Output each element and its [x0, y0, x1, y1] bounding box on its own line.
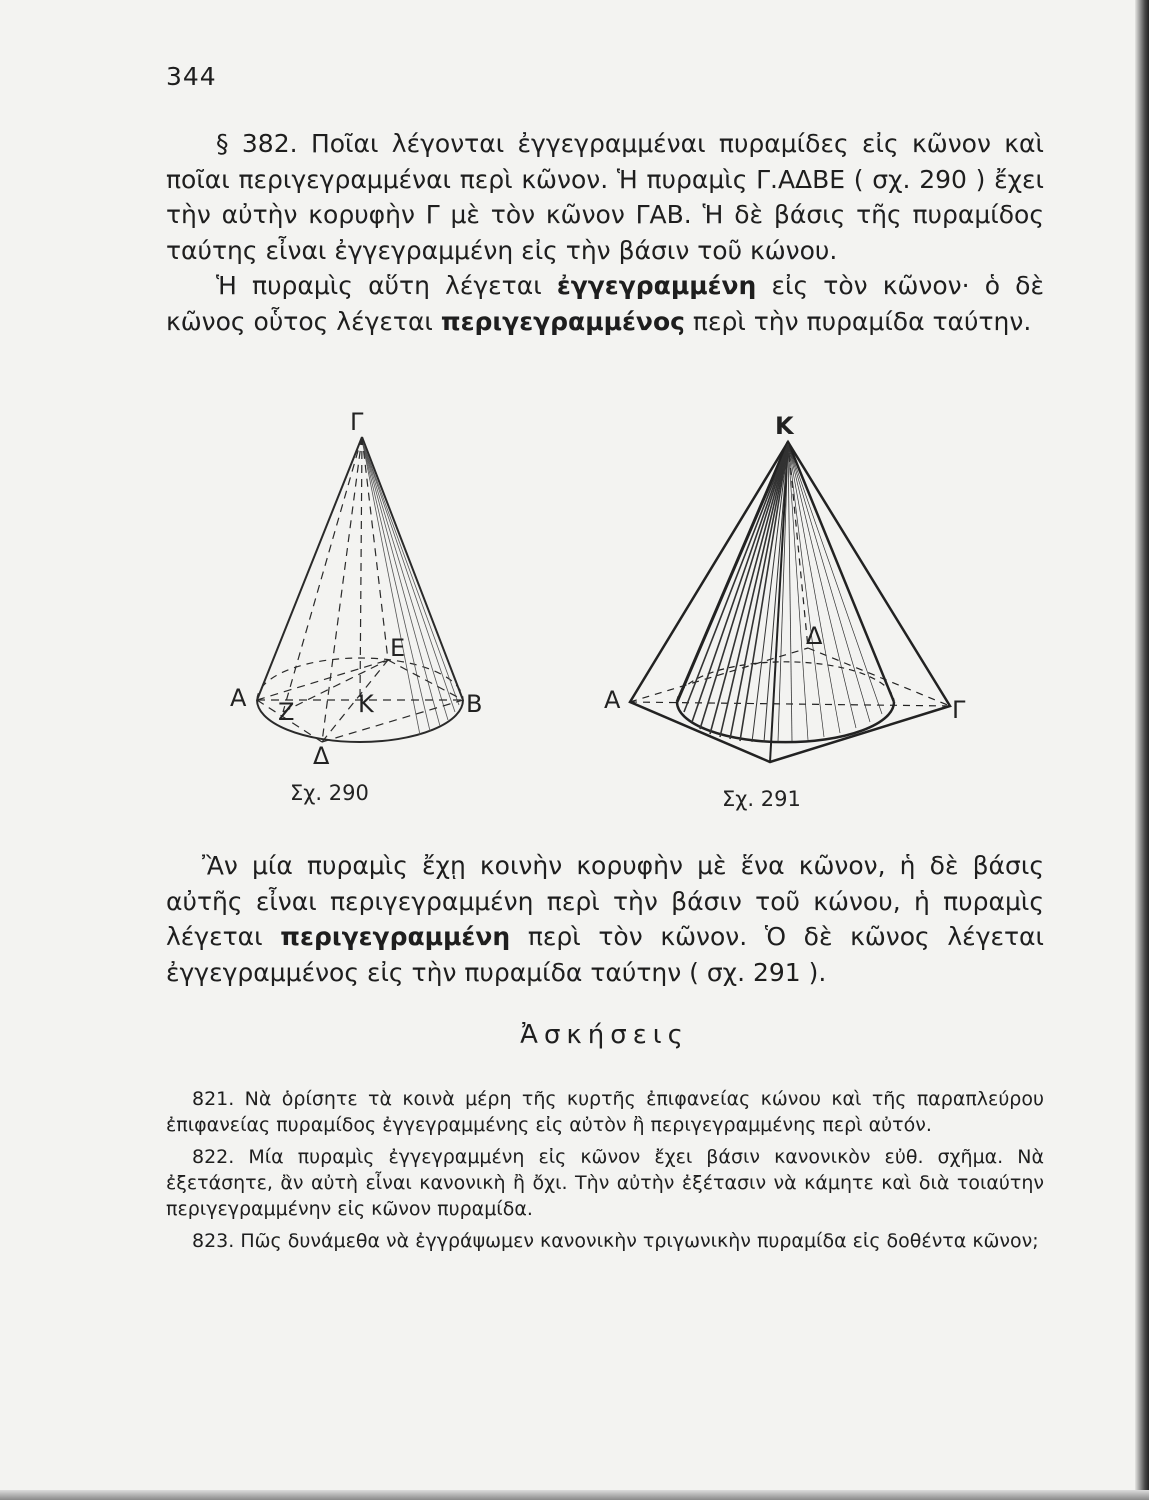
text-run: Ἂν μία πυραμὶς ἔχῃ κοινὴν κορυφὴν μὲ ἕνα κῶνον, ἡ δὲ βάσις αὐτῆς εἶναι περιγεγραμμένη περὶ τὴν βάσιν τοῦ κώνου, ἡ πυραμὶς λέγεται: [166, 851, 1044, 951]
text-run: Ἡ πυραμὶς αὕτη λέγεται: [216, 271, 557, 300]
fig290-label-z: Ζ: [278, 698, 295, 726]
page-number: 344: [166, 62, 217, 91]
exercise-item: [166, 1086, 1044, 1138]
exercises-title: Ἀσκήσεις: [520, 1020, 689, 1050]
exercise-number: 821.: [192, 1088, 235, 1110]
cone-generator-left: [677, 442, 788, 702]
section-sentence: Ἡ πυραμὶς Γ.ΑΔΒΕ ( σχ. 290 ) ἔχει τὴν αὐτὴν κορυφὴν Γ μὲ τὸν κῶνον ΓΑΒ. Ἡ δὲ βάσις τῆς πυραμίδος ταύτης εἶναι ἐγγεγραμμένη εἰς τὴν βάσιν τοῦ κώνου.: [166, 164, 1044, 265]
text-run: περὶ τὴν πυραμίδα ταύτην.: [684, 306, 1032, 336]
cone-generator-left: [257, 437, 362, 700]
fig291-label-apex: Κ: [775, 412, 794, 440]
cone-shading: [362, 440, 459, 735]
fig290-label-d: Δ: [313, 742, 330, 770]
fig291-label-g: Γ: [952, 696, 966, 724]
fig291-label-a: Α: [604, 686, 621, 714]
exercise-item: [166, 1144, 1044, 1222]
fig290-label-apex: Γ: [350, 408, 364, 436]
exercise-number: 823.: [192, 1230, 235, 1252]
term-inscribed: ἐγγεγραμμένη: [556, 271, 757, 300]
text-run: περὶ τὸν κῶνον. Ὁ δὲ κῶνος λέγεται ἐγγεγραμμένος εἰς τὴν πυραμίδα ταύτην ( σχ. 291 ).: [166, 922, 1044, 987]
circumscribed-definition-paragraph: [166, 848, 1044, 990]
exercise-text: Πῶς δυνάμεθα νὰ ἐγγράψωμεν κανονικὴν τριγωνικὴν πυραμίδα εἰς δοθέντα κῶνον;: [240, 1230, 1039, 1252]
fig290-label-b: Β: [466, 690, 483, 718]
term-circumscribed: περιγεγραμμένη: [280, 922, 511, 951]
exercise-text: Μία πυραμὶς ἐγγεγραμμένη εἰς κῶνον ἔχει βάσιν κανονικὸν εὐθ. σχῆμα. Νὰ ἐξετάσητε, ἂν αὐτὴ εἶναι κανονικὴ ἢ ὄχι. Τὴν αὐτὴν ἐξέτασιν νὰ κάμητε καὶ διὰ τοιαύτην περιγεγραμμένην εἰς κῶνον πυραμίδα.: [166, 1146, 1044, 1220]
lower-text: [166, 848, 1044, 990]
fig290-label-k: Κ: [358, 690, 374, 718]
pyramid-base-back-right: [808, 648, 950, 706]
section-number: § 382.: [216, 129, 298, 158]
fig291-caption: Σχ. 291: [722, 787, 801, 811]
term-circumscribed: περιγεγραμμένος: [440, 306, 685, 336]
section-heading: Ποῖαι λέγονται ἐγγεγραμμέναι πυραμίδες εἰς κῶνον καὶ ποῖαι περιγεγραμμέναι περὶ κῶνον.: [166, 129, 1044, 194]
exercise-text: Νὰ ὁρίσητε τὰ κοινὰ μέρη τῆς κυρτῆς ἐπιφανείας κώνου καὶ τῆς παραπλεύρου ἐπιφανείας πυραμίδος ἐγγεγραμμένης εἰς αὐτὸν ἢ περιγεγραμμένης περὶ αὐτόν.: [166, 1088, 1044, 1136]
exercise-number: 822.: [192, 1146, 235, 1168]
fig291-label-d: Δ: [806, 622, 823, 650]
exercise-item: [166, 1228, 1044, 1254]
fig290-caption: Σχ. 290: [290, 781, 369, 805]
figure-290: [230, 408, 482, 805]
text-run: εἰς τὸν κῶνον· ὁ δὲ κῶνος οὗτος λέγεται: [166, 271, 1044, 336]
figure-291: [604, 412, 966, 811]
cone-shading: [684, 444, 882, 742]
fig290-label-a: Α: [230, 684, 247, 712]
fig290-label-e: Ε: [390, 634, 406, 662]
exercises-list: [166, 1086, 1044, 1260]
